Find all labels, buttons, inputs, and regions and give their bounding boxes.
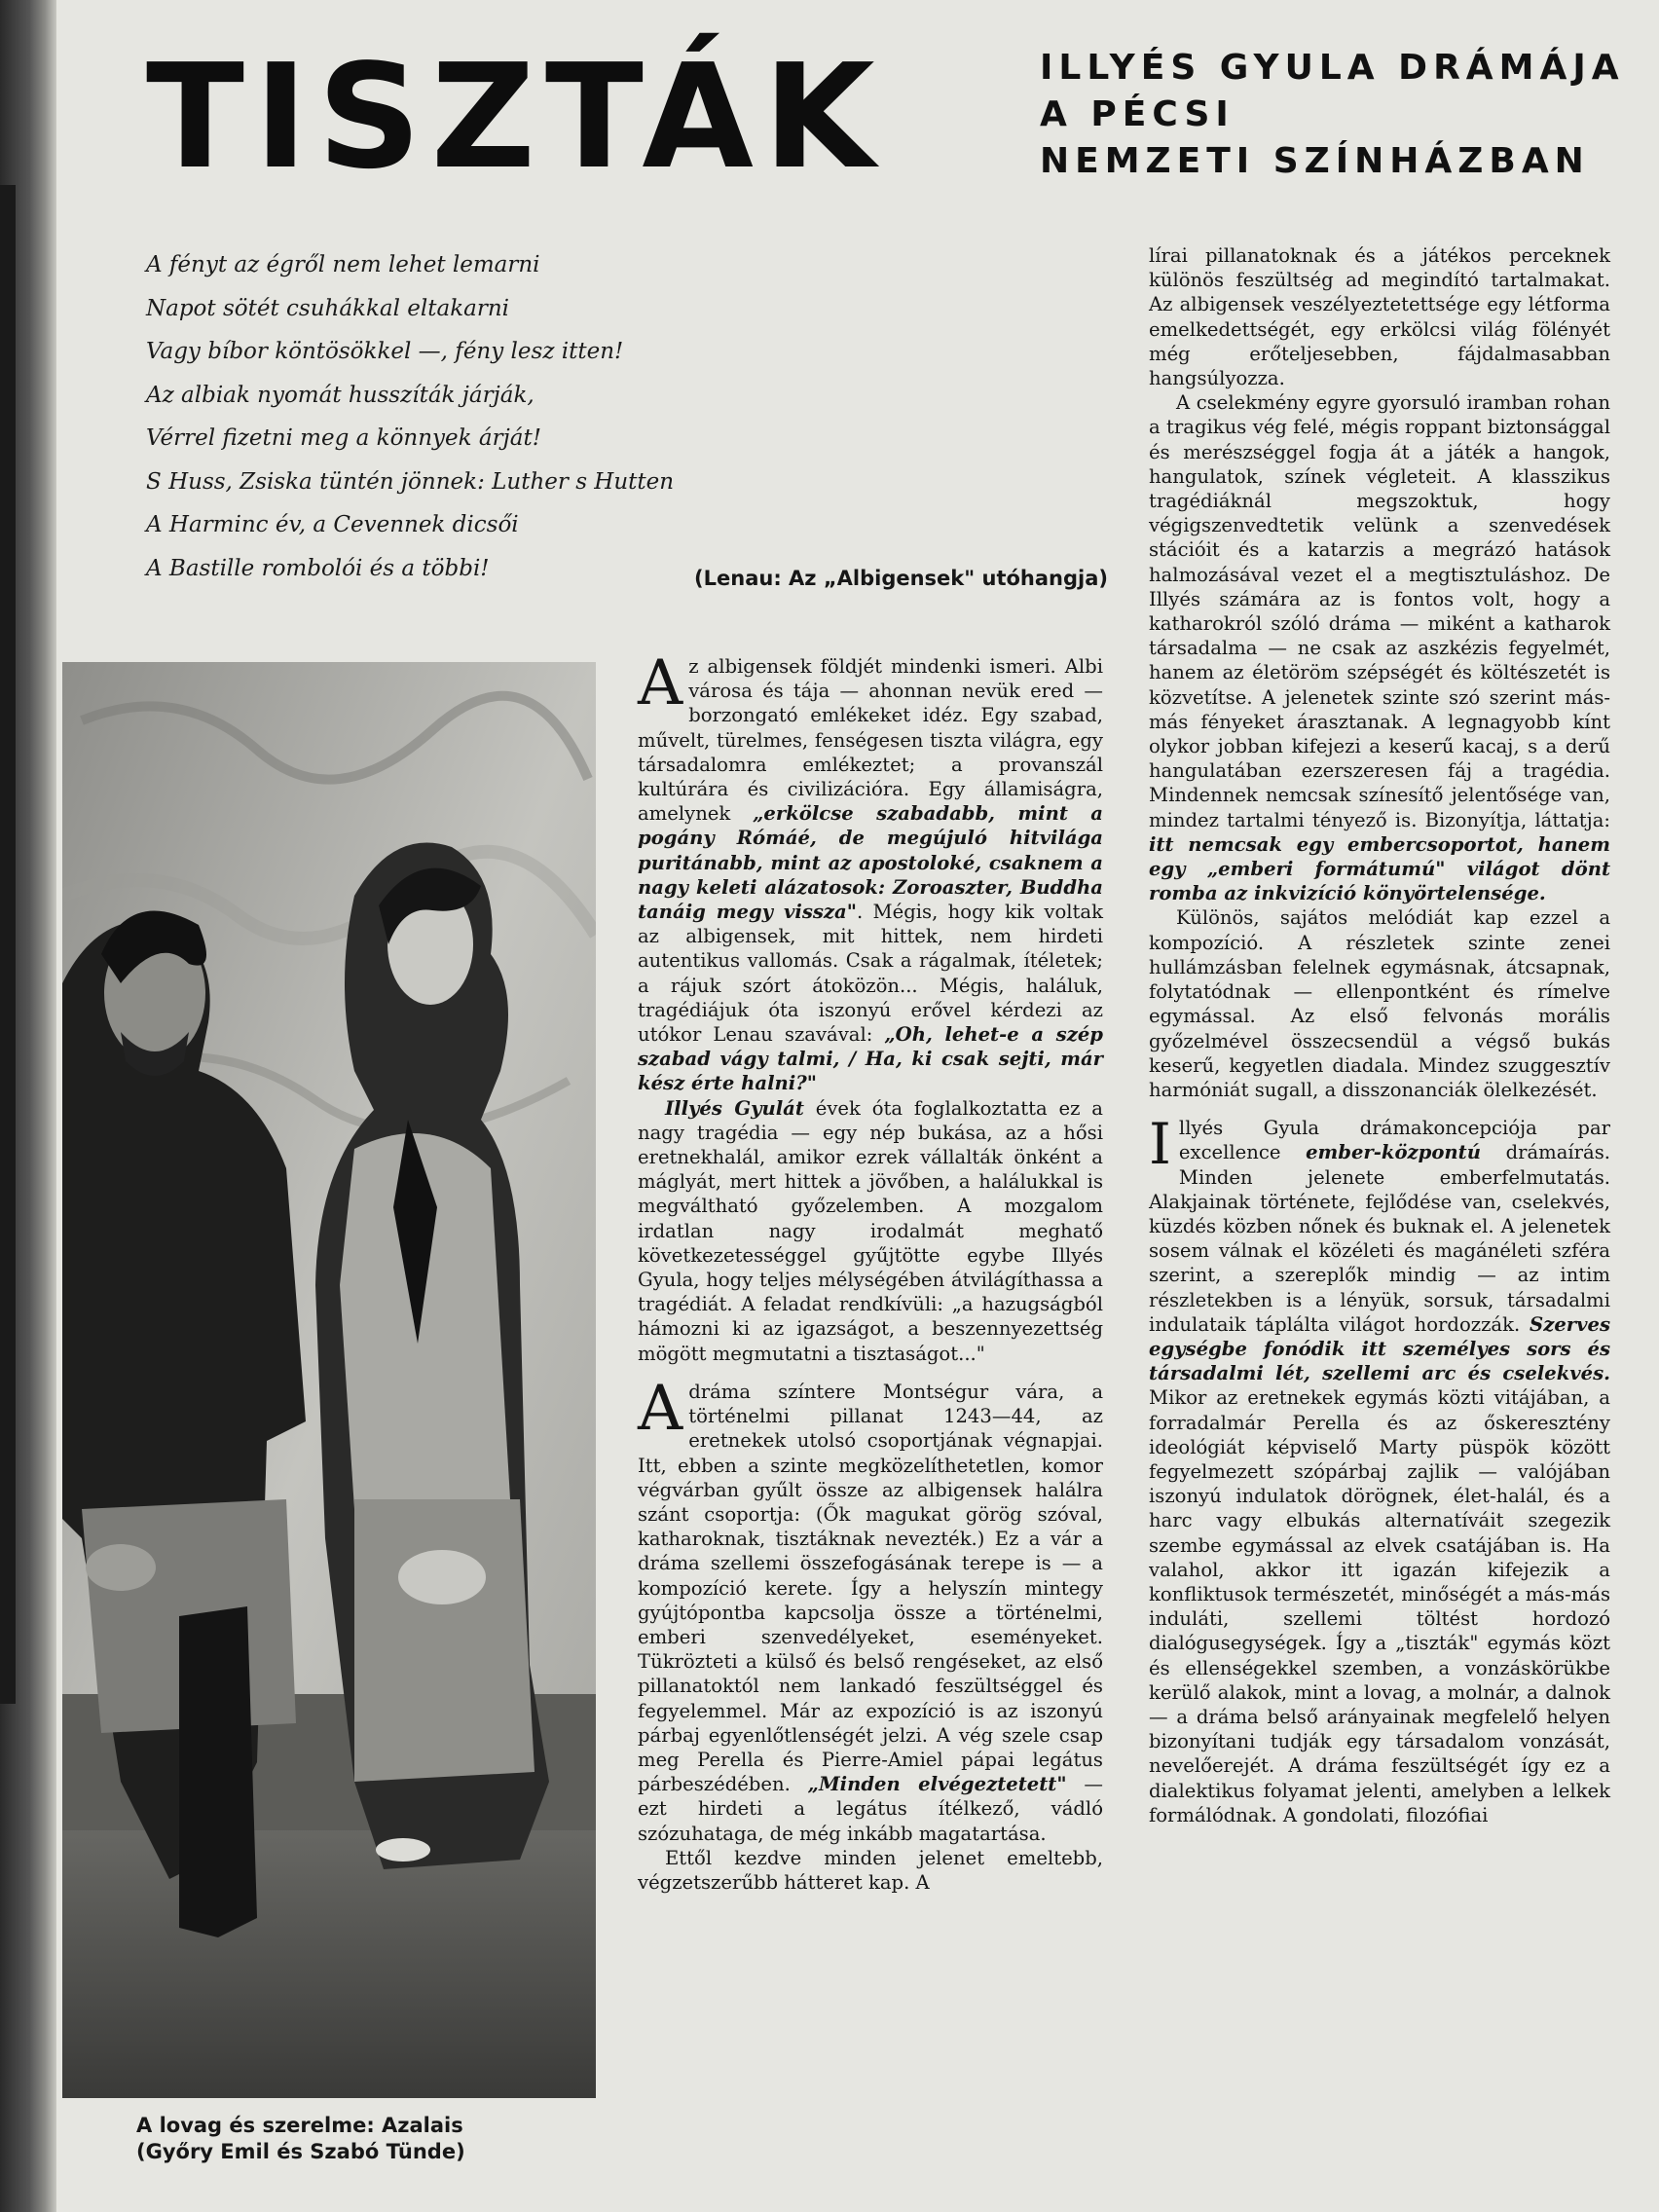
drop-cap: A <box>638 1372 683 1445</box>
text-run: Különös, sajátos melódiát kap ezzel a kompozíció. A részletek szinte zenei hullámzásban felelnek egymásnak, átcsapnak, folytatódnak — ellenpontként és rímelve egymással. Az első felvonás morális győzelmével összecsendül a végső bukás keserű, kegyetlen diadala. Mindez szuggesztív harmóniát sugall, a disszonanciák ölelkezését. <box>1149 906 1610 1101</box>
poem-line: Vérrel fizetni meg a könnyek árját! <box>146 425 541 451</box>
stage-photo <box>62 662 596 2098</box>
text-run: dráma színtere Montségur vára, a történelmi pillanat 1243—44, az eretnekek utolsó csoportjának végnapjai. Itt, ebben a szinte megközelíthetetlen, komor végvárban gyűlt össze az albigensek halálra szánt csoportja: (Ők magukat görög szóval, katharoknak, tisztáknak nevezték.) Ez a vár a dráma szellemi összefogásának terepe is — a kompozíció kerete. Így a helyszín mintegy gyújtópontba kapcsolja össze a történelmi, emberi szenvedélyeket, eseményeket. Tükrözteti a külső és belső rengéseket, az első pillanatoktól nem lankadó feszültséggel és fegyelemmel. Már az expozíció is az iszonyú párbaj egyenlőtlenségét jelzi. A vég szele csap meg Perella és Pierre-Amiel pápai legátus párbeszédében. <box>638 1380 1103 1796</box>
subtitle-line: A PÉCSI <box>1040 94 1235 134</box>
article-paragraph <box>1149 243 1610 390</box>
poem-source: (Lenau: Az „Albigensek" utóhangja) <box>694 567 1108 590</box>
poem-line: Napot sötét csuhákkal eltakarni <box>146 295 510 321</box>
poem-line: A fényt az égről nem lehet lemarni <box>146 252 540 277</box>
text-run: llyés Gyula drámakoncepciója par excellence <box>1178 1117 1610 1164</box>
article-subtitle <box>1040 45 1624 185</box>
quoted-passage: „Minden elvégeztetett" <box>807 1773 1067 1796</box>
text-run: z albigensek földjét mindenki ismeri. Albi városa és tája — ahonnan nevük ered — borzongató emlékeket idéz. Egy szabad, művelt, türelmes, fenségesen tiszta világra, egy társadalomra emlékeztet; a provanszál kultúrára és civilizációra. Egy államiságra, amelynek <box>638 655 1103 826</box>
quoted-passage: Szerves egységbe fonódik itt személyes sors és társadalmi lét, szellemi arc és cselekvés. <box>1149 1312 1610 1385</box>
text-run: — ezt hirdeti a legátus ítélkező, vádló szózuhataga, de még inkább magatartása. <box>638 1773 1103 1845</box>
article-column-middle <box>638 647 1104 1895</box>
page-edge-shadow <box>0 0 56 2212</box>
subtitle-line: NEMZETI SZÍNHÁZBAN <box>1040 141 1590 181</box>
text-run: évek óta foglalkoztatta ez a nagy tragédia — egy nép bukása, az a hősi eretnekhalál, amikor ezrek vállalták önként a máglyát, mert hittek a jövőben, a halálukkal is megváltható győzelemben. A mozgalom irdatlan nagy irodalmát meghatő következetességgel gyűjtötte egybe Illyés Gyula, hogy teljes mélységében átvilágíthassa a tragédiát. A feladat rendkívüli: „a hazugságból hámozni ki az igazságot, a beszennyezettség mögött megmutatni a tisztaságot..." <box>638 1096 1103 1365</box>
caption-line: (Győry Emil és Szabó Tünde) <box>136 2140 465 2163</box>
drop-cap: A <box>638 647 683 719</box>
text-run: lírai pillanatoknak és a játékos perceknek különös feszültség ad megindító tartalmakat. Az albigensek veszélyeztetettsége egy létforma emelkedettségét, egy erkölcsi világ fölényét még erőteljesebben, fájdalmasabban hangsúlyozza. <box>1149 244 1610 390</box>
poem-line: Vagy bíbor köntösökkel —, fény lesz itten! <box>146 339 624 364</box>
lenau-quote: „Oh, lehet-e a szép szabad vágy talmi, / Ha, ki csak sejti, már kész érte halni?" <box>638 1023 1103 1095</box>
stage-photo-illustration <box>62 662 596 2098</box>
article-paragraph <box>1149 1111 1611 1827</box>
article-paragraph <box>638 1846 1103 1895</box>
article-paragraph <box>638 1372 1103 1846</box>
poem-line: A Bastille rombolói és a többi! <box>146 555 490 581</box>
text-run: Mikor az eretnekek egymás közti vitájában, a forradalmár Perella és az őskeresztény ideológiát képviselő Marty püspök között fegyelmezett szópárbaj zajlik — valójában iszonyú indulatok dörögnek, élet-halál, és a harc vagy elbukás alternatíváit szegezik szembe egymással az elvek csatájában is. Ha valahol, akkor itt igazán kifejezik a konfliktusok természetét, minőségét a más-más induláti, szellemi töltést hordozó dialógusegységek. Így a „tiszták" egymás közt és ellenségekkel szemben, a vonzáskörükbe kerülő alakok, mint a lovag, a molnár, a dalnok — a dráma belső arányainak megfelelő helyen bizonyítani tudják egy társadalom vonzását, nevelőerejét. A dráma feszültségét így ez a dialektikus folyamat jelenti, amelyben a lelkek formálódnak. A gondolati, filozófiai <box>1149 1386 1610 1826</box>
text-run: A cselekmény egyre gyorsuló iramban rohan a tragikus vég felé, mégis roppant biztonsággal és merészséggel fogja át a játék a hangok, hangulatok, színek végleteit. A klasszikus tragédiáknál megszoktuk, hogy végigszenvedtetik velünk a szenvedések stációit és a katarzis a megrázó hatások halmozásával vezet el a megtisztuláshoz. De Illyés számára az is fontos volt, hogy a katharokról szóló dráma — miként a katharok társadalma — ne csak az aszkézis fegyelmét, hanem az életöröm szépségét és költészetét is közvetítse. A jelenetek szinte szó szerint más-más fényeket árasztanak. A legnagyobb kínt olykor jobban kifejezi a keserű kacaj, s a derű hangulatában ezerszeresen fáj a tragédia. Mindennek nemcsak színesítő jelentősége van, mindez tartalmi tényező is. Bizonyítja, láttatja: <box>1149 391 1610 831</box>
poem-line: A Harminc év, a Cevennek dicsői <box>146 512 519 537</box>
article-paragraph <box>1149 905 1610 1102</box>
caption-line: A lovag és szerelme: Azalais <box>136 2114 463 2137</box>
article-paragraph <box>638 647 1104 1096</box>
poem-line: S Huss, Zsiska tüntén jönnek: Luther s Hutten <box>146 468 675 495</box>
subtitle-line: ILLYÉS GYULA DRÁMÁJA <box>1040 48 1625 88</box>
emphasis: ember-központú <box>1306 1141 1481 1164</box>
text-run: Ettől kezdve minden jelenet emeltebb, végzetszerűbb hátteret kap. A <box>638 1846 1103 1894</box>
article-title: TISZTÁK <box>146 33 885 201</box>
quoted-passage: itt nemcsak egy embercsoportot, hanem egy „emberi formátumú" világot dönt romba az inkvizíció könyörtelensége. <box>1149 832 1610 905</box>
quoted-passage: „erkölcse szabadabb, mint a pogány Rómáé, de megújuló hitvilága puritánabb, mint az apostoloké, csaknem a nagy keleti alázatosok: Zoroaszter, Buddha tanáig megy vissza" <box>638 802 1104 924</box>
poem-line: Az albiak nyomát husszíták járják, <box>146 382 535 408</box>
epigraph-poem <box>146 243 983 590</box>
text-run: . Mégis, hogy kik voltak az albigensek, mit hittek, nem hirdeti autentikus vallomás. Csak a rágalmak, ítéletek; a rájuk szórt átoközön... Mégis, haláluk, tragédiájuk óta iszonyú erővel kérdezi az utókor Lenau szavával: <box>638 901 1103 1047</box>
article-paragraph <box>1149 390 1610 905</box>
text-run: drámaírás. Minden jelenete emberfelmutatás. Alakjainak története, fejlődése van, cselekvés, küzdés közben nőnek és buknak el. A jelenetek sosem válnak el közéleti és magánéleti szféra szerint, a szereplők mindig — az intim részletekben is a lényük, sorsuk, társadalmi indulataik táplálta világot hordozzák. <box>1149 1141 1611 1336</box>
article-paragraph <box>638 1096 1103 1366</box>
author-name: Illyés Gyulát <box>665 1096 804 1120</box>
drop-cap: I <box>1149 1111 1171 1178</box>
photo-caption <box>136 2113 604 2165</box>
article-column-right <box>1149 243 1610 1827</box>
